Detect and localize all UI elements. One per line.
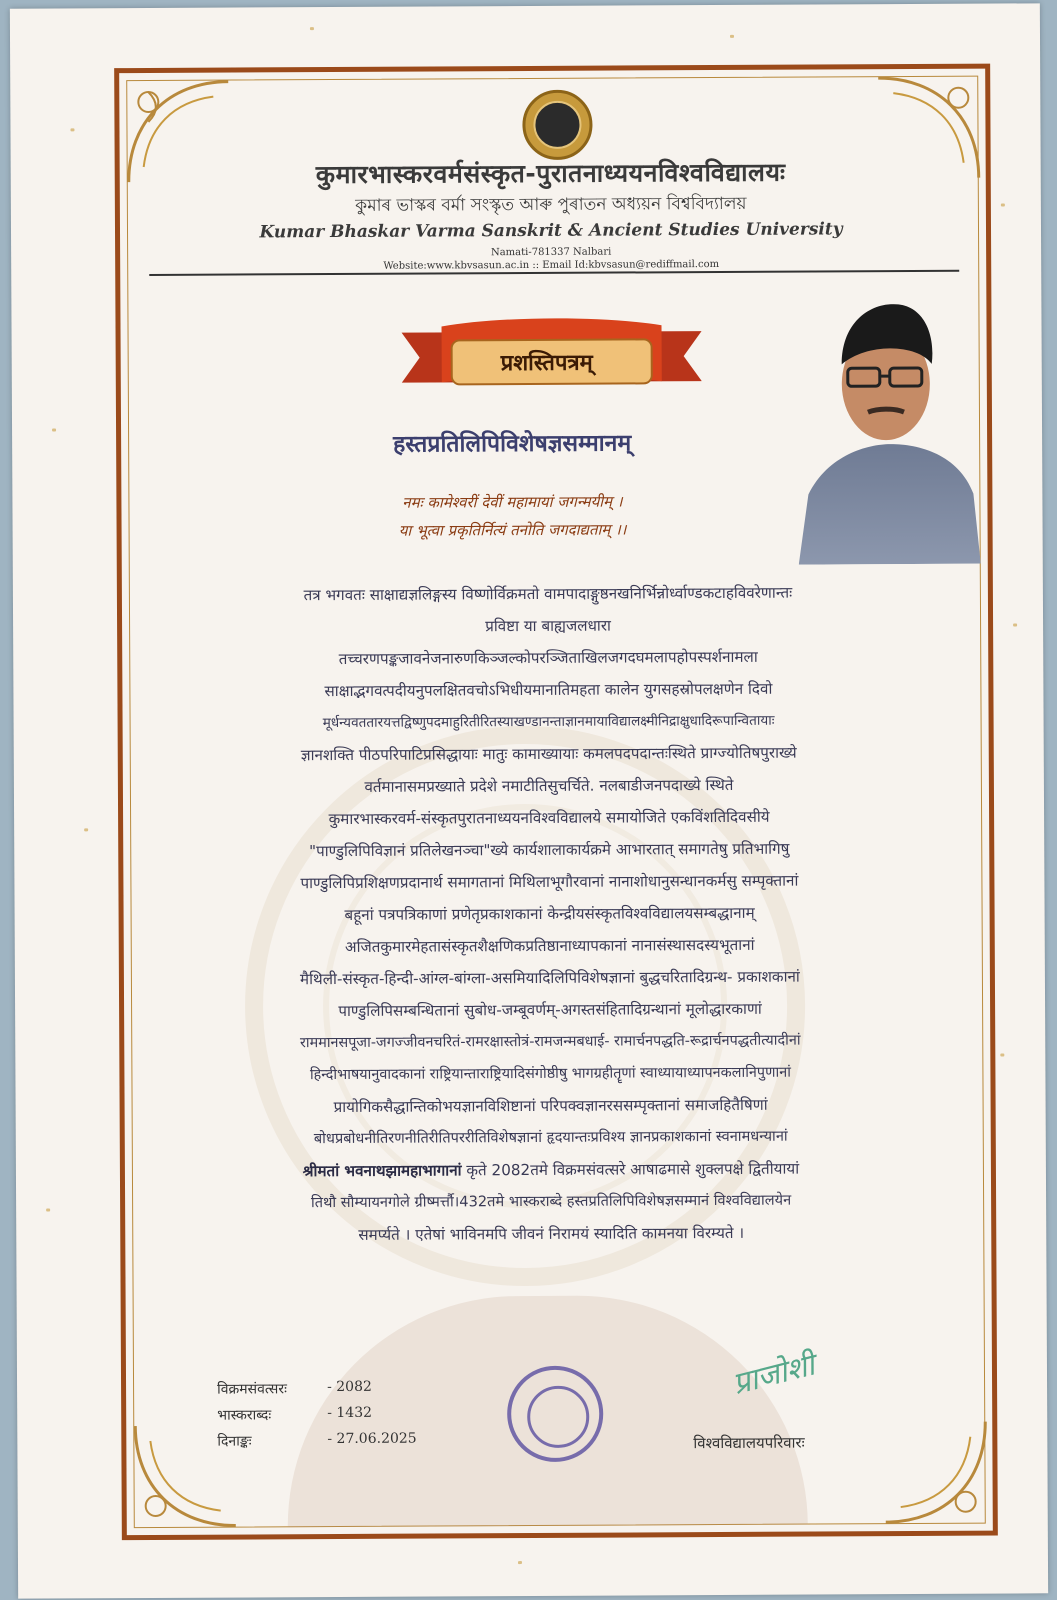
certificate-paper xyxy=(10,3,1048,1598)
university-name-assamese: কুমাৰ ভাস্কৰ বৰ্মা সংস্কৃত আৰু পুৰাতন অধ্যয়ন বিশ্ববিদ্যালয় xyxy=(355,193,747,216)
gold-speck xyxy=(310,27,314,30)
university-name-sanskrit: कुमारभास्करवर्मसंस्कृत-पुरातनाध्ययनविश्वविद्यालयः xyxy=(315,157,786,190)
honoree-name: श्रीमतां भवनाथझामहाभागानां xyxy=(302,1161,462,1181)
signatory-label: विश्वविद्यालयपरिवारः xyxy=(693,1433,805,1453)
citation-line: अजितकुमारमेहतासंस्कृतशैक्षणिकप्रतिष्ठानाध्यापकानां नानासंस्थासदस्यभूतानां xyxy=(344,935,755,956)
citation-line: राममानसपूजा-जगज्जीवनचरितं-रामरक्षास्तोत्रं-रामजन्मबधाई- रामार्चनपद्धति-रूद्रार्चनपद्धतीत्यादीनां xyxy=(299,1032,801,1052)
citation-body xyxy=(153,576,947,1252)
certificate-title: हस्तप्रतिलिपिविशेषज्ञसम्मानम् xyxy=(393,430,632,458)
honoree-photo xyxy=(797,304,980,565)
gold-speck xyxy=(1000,1054,1004,1057)
citation-line: तिथौ सौम्यायनगोले ग्रीष्मर्त्तौ।432तमे भास्कराब्दे हस्तप्रतिलिपिविशेषज्ञसम्मानं विश्वविद्यालयेन xyxy=(310,1191,792,1212)
gold-speck xyxy=(46,1209,50,1212)
date-value: - 2082 xyxy=(327,1378,372,1396)
citation-line: साक्षाद्भगवत्पदीयनुपलक्षितवचोऽभिधीयमानातिमहता कालेन युगसहस्रोपलक्षणेन दिवो xyxy=(324,679,773,701)
signature: प्राजोशी xyxy=(729,1347,819,1403)
date-row xyxy=(217,1431,416,1458)
gold-speck xyxy=(1001,204,1005,207)
date-label: भास्कराब्दः xyxy=(217,1407,272,1424)
date-block xyxy=(217,1379,417,1458)
gold-speck xyxy=(70,128,74,131)
date-label: विक्रमसंवत्सरः xyxy=(217,1381,287,1398)
citation-line: कुमारभास्करवर्म-संस्कृतपुरातनाध्ययनविश्वविद्यालये समायोजिते एकविंशतिदिवसीये xyxy=(328,807,770,829)
invocation-verse-line: नमः कामेश्वरीं देवीं महामायां जगन्मयीम् । xyxy=(402,492,623,512)
university-stamp xyxy=(507,1366,604,1463)
date-row xyxy=(217,1405,416,1432)
date-label: दिनाङ्कः xyxy=(217,1433,252,1450)
date-row xyxy=(217,1379,416,1406)
citation-line: पाण्डुलिपिसम्बन्धितानां सुबोध-जम्बूवर्णम्-अगस्तसंहितादिग्रन्थानां मूलोद्धारकाणां xyxy=(338,999,762,1021)
citation-line: ज्ञानशक्ति पीठपरिपाटिप्रसिद्धायाः मातुः कामाख्यायाः कमलपदपदान्तःस्थिते प्राग्ज्योतिषपुराख्ये xyxy=(300,743,797,765)
citation-line: मूर्धन्यवततारयत्तद्विष्णुपदमाहुरितीरितस्याखण्डानन्ताज्ञानमायाविद्यालक्ष्मीनिद्राक्षुधादिरूपान्वितायाः xyxy=(322,712,775,732)
citation-line-text: कृते 2082तमे विक्रमसंवत्सरे आषाढमासे शुक्लपक्षे द्वितीयायां xyxy=(466,1159,800,1180)
date-value: - 27.06.2025 xyxy=(327,1430,417,1448)
university-contact: Website:www.kbvsasun.ac.in :: Email Id:kbvsasun@rediffmail.com xyxy=(383,258,720,272)
citation-line: तत्र भगवतः साक्षाद्यज्ञलिङ्गस्य विष्णोर्विक्रमतो वामपादाङ्गुष्ठनखनिर्भिन्नोर्ध्वाण्डकटाहविवरेणान्तः xyxy=(303,583,793,605)
citation-line xyxy=(156,1152,946,1188)
citation-line: पाण्डुलिपिप्रशिक्षणप्रदानार्थ समागतानां मिथिलाभूगौरवानां नानाशोधानुसन्धानकर्मसु सम्पृक्तानां xyxy=(300,871,799,893)
banner-label: प्रशस्तिपत्रम् xyxy=(500,350,593,377)
date-value: - 1432 xyxy=(327,1404,373,1422)
gold-speck xyxy=(84,828,88,831)
invocation-verse-line: या भूत्वा प्रकृतिर्नित्यं तनोति जगदाद्यताम् ।। xyxy=(398,520,627,540)
citation-line: "पाण्डुलिपिविज्ञानं प्रतिलेखनञ्चा"ख्ये कार्यशालाकार्यक्रमे आभारतात् समागतेषु प्रतिभागिषु xyxy=(309,839,790,861)
citation-line: हिन्दीभाषयानुवादकानां राष्ट्रियान्ताराष्ट्रियादिसंगोष्ठीषु भागग्रहीतॄणां स्वाध्यायाध्यापनकलानिपुणानां xyxy=(309,1064,791,1084)
gold-speck xyxy=(52,428,56,431)
university-name-english: Kumar Bhaskar Varma Sanskrit & Ancient Studies University xyxy=(259,219,843,243)
citation-line: मैथिली-संस्कृत-हिन्दी-आंग्ल-बांग्ला-असमियादिलिपिविशेषज्ञानां बुद्धचरितादिग्रन्थ- प्रकाशकानां xyxy=(299,967,800,989)
gold-speck xyxy=(518,1561,522,1564)
citation-line: प्रायोगिकसैद्धान्तिकोभयज्ञानविशिष्टानां परिपक्वज्ञानरससम्पृक्तानां समाजहितैषिणां xyxy=(333,1095,768,1117)
gold-speck xyxy=(1013,623,1017,626)
citation-line: तच्चरणपङ्कजावनेजनारुणकिञ्जल्कोपरञ्जिताखिलजगदघमलापहोपस्पर्शनामला xyxy=(338,647,758,668)
university-address: Namati-781337 Nalbari xyxy=(490,246,612,259)
citation-line: बोधप्रबोधनीतिरणनीतिरीतिपररीतिविशेषज्ञानां हृदयान्तःप्रविश्य ज्ञानप्रकाशकानां स्वनामधन्यानां xyxy=(313,1127,788,1148)
citation-line: बहूनां पत्रपत्रिकाणां प्रणेतृप्रकाशकानां केन्द्रीयसंस्कृतविश्वविद्यालयसम्बद्धानाम् xyxy=(344,903,755,924)
gold-speck xyxy=(730,35,734,38)
corner-ornament-icon xyxy=(875,1412,996,1533)
university-logo-icon xyxy=(522,90,592,160)
citation-line: समर्प्यते । एतेषां भाविनमपि जीवनं निरामयं स्यादिति कामनया विरम्यते । xyxy=(358,1223,745,1244)
citation-line: वर्तमानासमप्रख्याते प्रदेशे नमाटीतिसुचर्चिते. नलबाडीजनपदाख्ये स्थिते xyxy=(364,775,734,796)
citation-line: प्रविष्टा या बाह्यजलधारा xyxy=(485,616,612,636)
